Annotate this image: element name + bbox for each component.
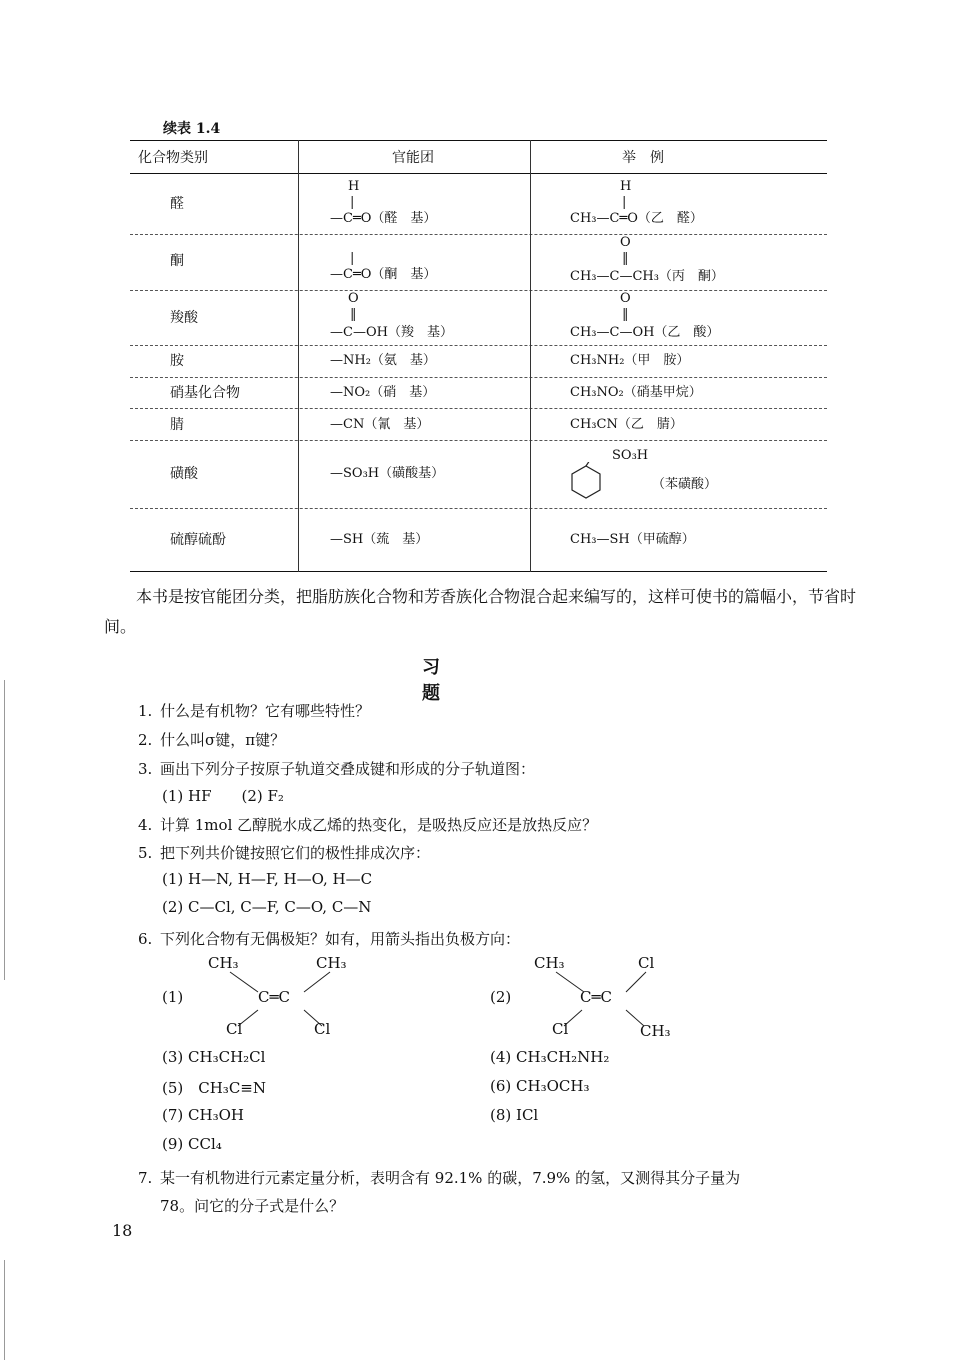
benzene-ring-icon (566, 462, 606, 502)
group-main: —NO₂（硝 基） (330, 385, 436, 400)
table-caption: 续表 1.4 (163, 121, 221, 137)
group-main: —C═O（醛 基） (330, 211, 437, 226)
row-class: 硝基化合物 (170, 385, 240, 401)
row-class: 硫醇硫酚 (170, 532, 226, 548)
exercise-6-item-4: (4) CH₃CH₂NH₂ (490, 1048, 610, 1066)
example-top: O (620, 291, 631, 306)
row-class: 胺 (170, 353, 184, 369)
scan-edge-line (4, 1260, 5, 1360)
example-main: CH₃NH₂（甲 胺） (570, 353, 690, 368)
exercise-1: 1. 什么是有机物？它有哪些特性？ (138, 702, 371, 720)
group-main: —C═O（酮 基） (330, 267, 437, 282)
structure-1-label: (1) (162, 988, 184, 1006)
exercise-3-sub: (1) HF (2) F₂ (162, 787, 284, 805)
group-top: H (348, 179, 360, 194)
exercise-5-sub1: (1) H—N, H—F, H—O, H—C (162, 870, 373, 888)
exercise-7-continued: 78。问它的分子式是什么？ (160, 1197, 345, 1215)
example-main: CH₃—C═O（乙 醛） (570, 211, 703, 226)
exercise-5-sub2: (2) C—Cl, C—F, C—O, C—N (162, 898, 372, 916)
header-group: 官能团 (392, 150, 434, 166)
exercise-6-item-6: (6) CH₃OCH₃ (490, 1077, 590, 1095)
structure-2: CH₃ Cl C═C Cl CH₃ (534, 954, 671, 1040)
exercise-3: 3. 画出下列分子按原子轨道交叠成键和形成的分子轨道图： (138, 760, 536, 778)
example-top: O (620, 235, 631, 250)
example-main: （苯磺酸） (652, 477, 718, 492)
row-class: 腈 (170, 417, 184, 433)
exercise-5: 5. 把下列共价键按照它们的极性排成次序： (138, 844, 431, 862)
structure-1: CH₃ CH₃ C═C Cl Cl (208, 954, 347, 1038)
group-main: —CN（氰 基） (330, 417, 430, 432)
group-main: —SO₃H（磺酸基） (330, 466, 445, 481)
example-main: CH₃—SH（甲硫醇） (570, 532, 695, 547)
example-main: CH₃—C—CH₃（丙 酮） (570, 269, 724, 284)
exercise-2: 2. 什么叫σ键，π键？ (138, 731, 286, 749)
exercise-6-item-3: (3) CH₃CH₂Cl (162, 1048, 266, 1066)
exercise-7: 7. 某一有机物进行元素定量分析，表明含有 92.1% 的碳，7.9% 的氢，又测得其分子量为 (138, 1169, 741, 1187)
example-main: CH₃CN（乙 腈） (570, 417, 683, 432)
row-class: 酮 (170, 253, 184, 269)
page-number: 18 (112, 1221, 133, 1240)
functional-group-table: 化合物类别 官能团 举 例 醛 H | —C═O（醛 基） H | CH₃—C═O（乙 醛） 酮 | —C═O（酮 基） O ‖ CH₃—C—CH₃（丙 酮） 羧酸 O ‖ —C—OH（羧 基） O ‖ CH₃—C—OH（乙 酸） 胺 —NH₂（氨 基） CH₃NH₂（甲 胺） 硝基化合物 —NO₂（硝 基） CH₃NO₂（硝基甲烷） 腈 —CN（氰 基） CH₃CN（乙 腈） 磺酸 —SO₃H（磺酸基） SO₃H （苯磺酸） 硫醇硫酚 —SH（巯 基） CH₃—SH（甲硫醇） (130, 140, 827, 572)
exercise-4: 4. 计算 1mol 乙醇脱水成乙烯的热变化，是吸热反应还是放热反应？ (138, 816, 598, 834)
example-main: CH₃—C—OH（乙 酸） (570, 325, 720, 340)
row-class: 醛 (170, 196, 184, 212)
exercise-6: 6. 下列化合物有无偶极矩？如有，用箭头指出负极方向： (138, 930, 521, 948)
group-main: —C—OH（羧 基） (330, 325, 453, 340)
scan-edge-line (4, 680, 5, 980)
row-class: 磺酸 (170, 466, 198, 482)
group-main: —SH（巯 基） (330, 532, 429, 547)
structure-2-label: (2) (490, 988, 512, 1006)
group-top: O (348, 291, 359, 306)
section-title: 习题 (422, 657, 502, 704)
header-class: 化合物类别 (138, 150, 208, 166)
header-example: 举 例 (622, 150, 664, 166)
exercise-6-item-9: (9) CCl₄ (162, 1135, 222, 1153)
exercise-6-item-5: (5) CH₃C≡N (162, 1079, 266, 1097)
row-class: 羧酸 (170, 310, 198, 326)
group-main: —NH₂（氨 基） (330, 353, 436, 368)
example-top: SO₃H (612, 448, 649, 463)
body-paragraph: 本书是按官能团分类，把脂肪族化合物和芳香族化合物混合起来编写的，这样可使书的篇幅小，节省时间。 (104, 587, 857, 636)
exercise-6-item-8: (8) ICl (490, 1106, 539, 1124)
example-top: H (620, 179, 632, 194)
exercise-6-item-7: (7) CH₃OH (162, 1106, 244, 1124)
example-main: CH₃NO₂（硝基甲烷） (570, 385, 702, 400)
